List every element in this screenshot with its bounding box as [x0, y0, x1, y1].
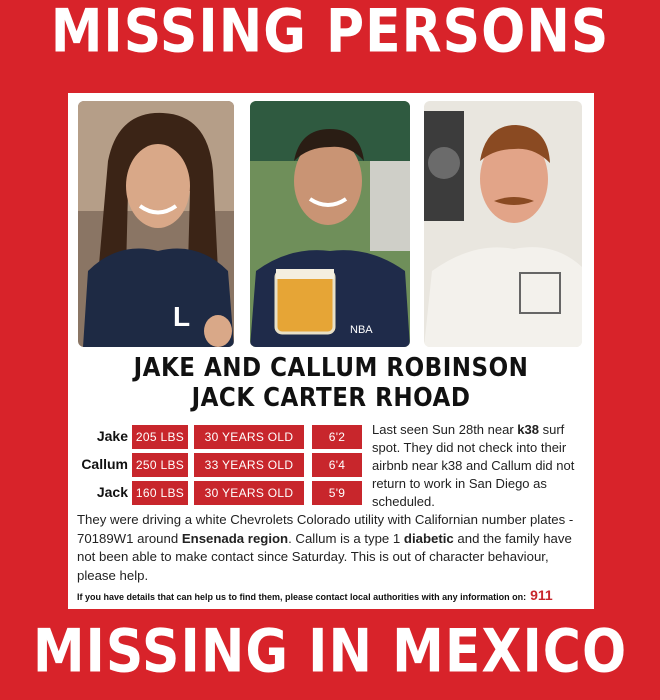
- photo-jack: [424, 101, 582, 347]
- portrait-jake-image: [78, 101, 234, 347]
- person-name: Jack: [96, 484, 128, 500]
- height-tag: 6'4: [312, 453, 362, 477]
- last-seen-text: [372, 421, 588, 511]
- contact-line: [77, 587, 589, 603]
- person-name: Jake: [96, 428, 128, 444]
- age-tag: 30 YEARS OLD: [194, 481, 304, 505]
- last-seen-part: Last seen Sun 28th near: [372, 422, 518, 437]
- weight-tag: 250 LBS: [132, 453, 188, 477]
- age-tag: 30 YEARS OLD: [194, 425, 304, 449]
- details-paragraph: [77, 511, 589, 585]
- emergency-number: 911: [530, 587, 553, 603]
- details-part: They were driving a white Chevrolets Colorado utility with Californian number plates - 70189W1 around: [77, 512, 574, 546]
- details-condition: diabetic: [403, 530, 454, 546]
- last-seen-part: surf spot. They did not check into their airbnb near k38 and Callum did not return to work in San Diego as scheduled.: [372, 422, 575, 509]
- shirt-letter: L: [173, 301, 191, 332]
- weight-tag: 160 LBS: [132, 481, 188, 505]
- contact-text: If you have details that can help us to find them, please contact local authorities with any information on:: [77, 592, 527, 602]
- missing-names-line1: JAKE AND CALLUM ROBINSON: [133, 353, 529, 383]
- portrait-jack-image: [424, 101, 582, 347]
- details-region: Ensenada region: [181, 530, 289, 546]
- page-title: MISSING PERSONS: [50, 0, 610, 67]
- height-tag: 6'2: [312, 425, 362, 449]
- details-part: and the family have not been able to make contact since Saturday. This is out of character behaviour, please help.: [77, 530, 572, 583]
- person-name: Callum: [81, 456, 128, 472]
- last-seen-location: k38: [517, 422, 539, 437]
- height-tag: 5'9: [312, 481, 362, 505]
- photo-jake: [78, 101, 234, 347]
- age-tag: 33 YEARS OLD: [194, 453, 304, 477]
- shirt-text: NBA: [350, 324, 373, 336]
- missing-poster: [68, 93, 594, 609]
- footer-title: MISSING IN MEXICO: [32, 617, 628, 687]
- portrait-callum-image: [250, 101, 410, 347]
- weight-tag: 205 LBS: [132, 425, 188, 449]
- details-part: . Callum is a type 1: [288, 530, 404, 546]
- missing-names-line2: JACK CARTER RHOAD: [191, 383, 471, 413]
- photo-callum: [250, 101, 410, 347]
